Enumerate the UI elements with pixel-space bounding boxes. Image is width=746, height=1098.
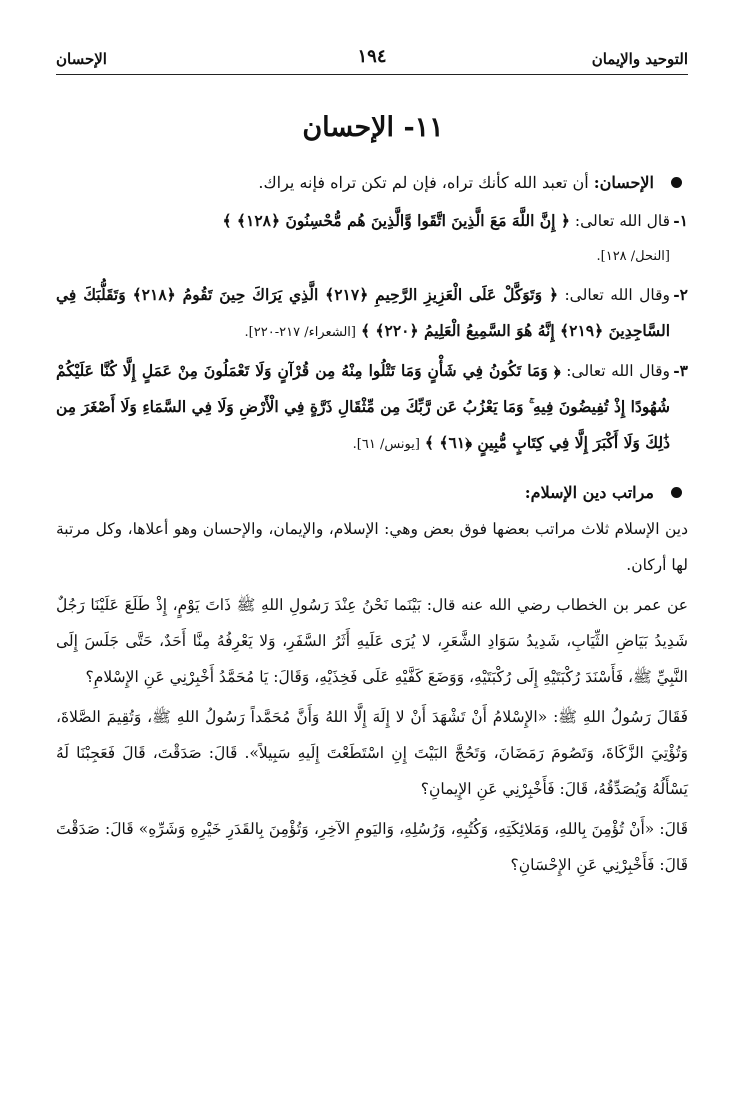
definition-term: الإحسان: — [593, 173, 654, 192]
verse-intro: قال الله تعالى: — [574, 212, 670, 230]
quran-verse: ﴿ إِنَّ اللَّهَ مَعَ الَّذِينَ اتَّقَوا وَّالَّذِينَ هُم مُّحْسِنُونَ ﴿١٢٨﴾ ﴾ — [222, 211, 570, 230]
book-title: التوحيد والإيمان — [591, 50, 688, 68]
verse-number: ٢- — [673, 285, 688, 304]
running-header — [56, 44, 688, 75]
verse-item — [56, 203, 688, 275]
ranks-paragraph: دين الإسلام ثلاث مراتب بعضها فوق بعض وهي: الإسلام، والإيمان، والإحسان وهو أعلاها، وكل مرتبة لها أركان. — [56, 520, 688, 574]
definition — [56, 165, 688, 201]
verse-intro: وقال الله تعالى: — [564, 286, 670, 304]
section-title: الإحسان — [56, 50, 107, 68]
page-number: ١٩٤ — [357, 46, 387, 67]
verse-reference: [الشعراء/ ٢١٧-٢٢٠]. — [244, 325, 356, 340]
page-content — [56, 165, 688, 883]
definition-text: أن تعبد الله كأنك تراه، فإن لم تكن تراه فإنه يراك. — [258, 173, 589, 192]
hadith-paragraph: قَالَ: «أَنْ تُؤْمِنَ بِاللهِ، وَمَلائِكَتِهِ، وَكُتُبِهِ، وَرُسُلِهِ، وَاليَومِ الآخِرِ، وَتُؤْمِنَ بِالقَدَرِ خَيْرِهِ وَشَرِّهِ» قَالَ: صَدَقْتَ قَالَ: فَأَخْبِرْنِي عَنِ الإِحْسَانِ؟ — [56, 820, 688, 874]
chapter-title: ١١- الإحسان — [302, 112, 444, 143]
quran-verse: ﴿ وَتَوَكَّلْ عَلَى الْعَزِيزِ الرَّحِيمِ ﴿٢١٧﴾ الَّذِي يَرَاكَ حِينَ تَقُومُ ﴿٢١٨﴾ وَتَقَلُّبَكَ فِي السَّاجِدِينَ ﴿٢١٩﴾ إِنَّهُ هُوَ السَّمِيعُ الْعَلِيمُ ﴿٢٢٠﴾ ﴾ — [56, 285, 670, 340]
verse-intro: وقال الله تعالى: — [566, 362, 670, 380]
hadith-paragraph: فَقَالَ رَسُولُ اللهِ ﷺ: «الإِسْلامُ أَنْ تَشْهَدَ أَنْ لا إِلَهَ إِلَّا اللهُ وَأَنَّ مُحَمَّداً رَسُولُ اللهِ ﷺ، وَتُقِيمَ الصَّلاةَ، وَتُؤْتِيَ الزَّكَاةَ، وَتَصُومَ رَمَضَانَ، وَتَحُجَّ البَيْتَ إِنِ اسْتَطَعْتَ إِلَيهِ سَبِيلاً». قَالَ: صَدَقْتَ، قَالَ فَعَجِبْنَا لَهُ يَسْأَلُهُ وَيُصَدِّقُهُ، قَالَ: فَأَخْبِرْنِي عَنِ الإِيمانِ؟ — [56, 708, 688, 798]
verse-number: ١- — [673, 211, 688, 230]
verse-item — [56, 277, 688, 351]
verse-number: ٣- — [673, 361, 688, 380]
hadith-paragraph: عن عمر بن الخطاب رضي الله عنه قال: بَيْنَما نَحْنُ عِنْدَ رَسُولِ اللهِ ﷺ ذَاتَ يَوْمٍ، إِذْ طَلَعَ عَلَيْنَا رَجُلٌ شَدِيدُ بَيَاضِ الثِّيَابِ، شَدِيدُ سَوَادِ الشَّعَرِ، لا يُرَى عَلَيهِ أَثَرُ السَّفَرِ، وَلا يَعْرِفُهُ مِنَّا أَحَدٌ، حَتَّى جَلَسَ إِلَى النَّبِيِّ ﷺ، فَأَسْنَدَ رُكْبَتَيْهِ إِلَى رُكْبَتَيْهِ، وَوَضَعَ كَفَّيْهِ عَلَى فَخِذَيْهِ، وَقَالَ: يَا مُحَمَّدُ أَخْبِرْنِي عَنِ الإِسْلامِ؟ — [56, 596, 688, 686]
quran-verse: ﴿ وَمَا تَكُونُ فِي شَأْنٍ وَمَا تَتْلُوا مِنْهُ مِن قُرْآنٍ وَلَا تَعْمَلُونَ مِنْ عَمَلٍ إِلَّا كُنَّا عَلَيْكُمْ شُهُودًا إِذْ تُفِيضُونَ فِيهِ ۚ وَمَا يَعْزُبُ عَن رَّبِّكَ مِن مِّثْقَالِ ذَرَّةٍ فِي الْأَرْضِ وَلَا فِي السَّمَاءِ وَلَا أَصْغَرَ مِن ذَٰلِكَ وَلَا أَكْبَرَ إِلَّا فِي كِتَابٍ مُّبِينٍ ﴿٦١﴾ ﴾ — [56, 361, 670, 452]
ranks-heading: مراتب دين الإسلام: — [56, 475, 688, 511]
verse-reference: [النحل/ ١٢٨]. — [596, 249, 670, 264]
verse-item — [56, 353, 688, 463]
verse-reference: [يونس/ ٦١]. — [352, 437, 420, 452]
